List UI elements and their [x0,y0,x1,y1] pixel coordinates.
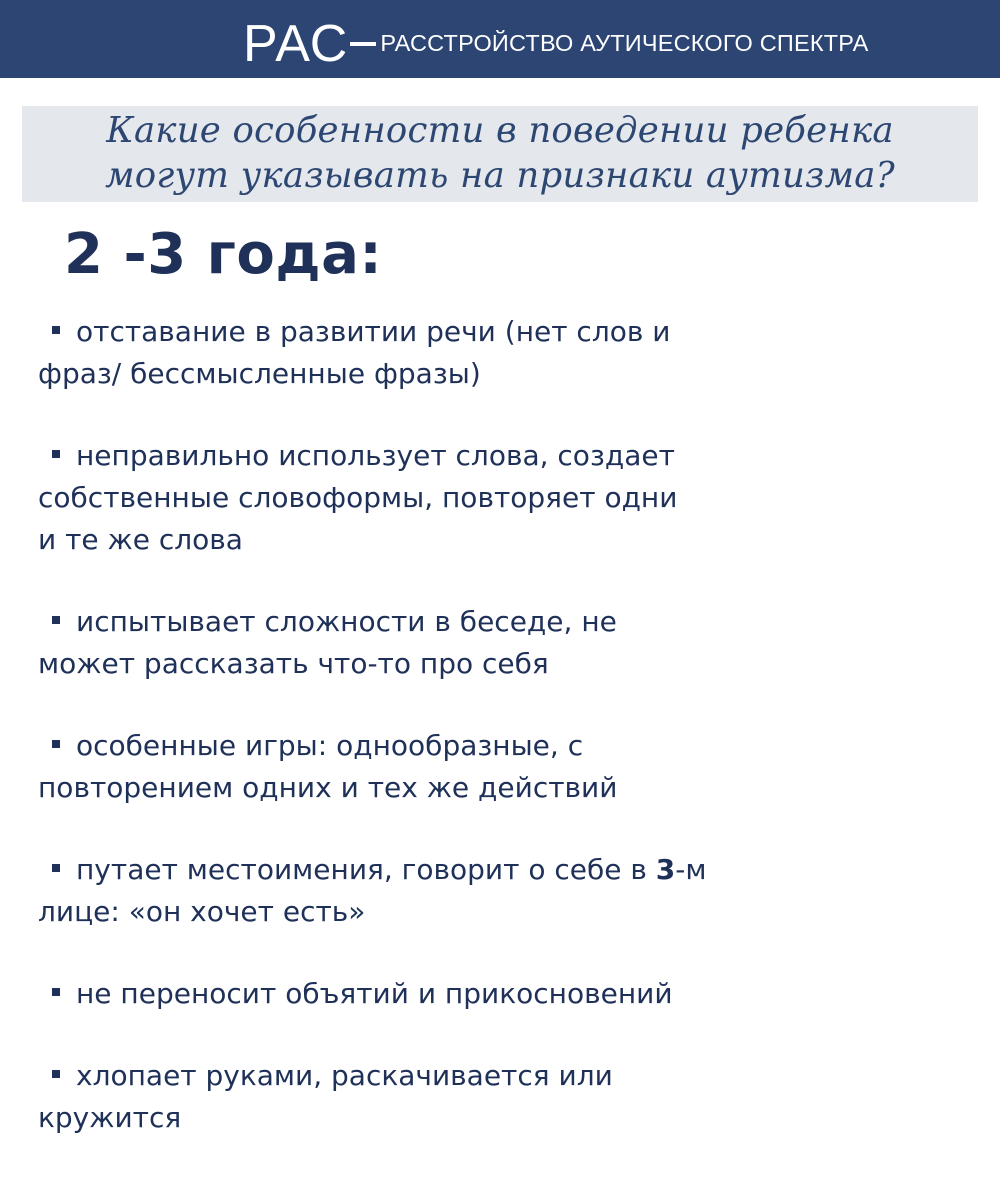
sign-text-line-1: отставание в развитии речи (нет слов и [76,315,671,348]
sign-text-line-2: кружится [38,1101,182,1134]
sign-text-line-1: особенные игры: однообразные, с [76,729,584,762]
sign-text-line-2: повторением одних и тех же действий [38,771,618,804]
square-bullet-icon [52,326,60,334]
sign-text-line-1-post: -м [675,853,707,886]
sign-item [38,601,758,685]
sign-text-line-1: не переносит объятий и прикосновений [76,977,673,1010]
question-line-1: Какие особенности в поведении ребенка [106,110,894,151]
square-bullet-icon [52,450,60,458]
top-banner [0,0,1000,78]
sign-text-line-2: фраз/ бессмысленные фразы) [38,357,481,390]
sign-item [38,973,758,1015]
sign-item [38,1055,758,1139]
square-bullet-icon [52,1070,60,1078]
square-bullet-icon [52,988,60,996]
age-heading: 2 -3 года: [64,222,383,287]
sign-text-line-2: собственные словоформы, повторяет одни [38,481,678,514]
sign-item [38,435,758,561]
banner-title [243,16,868,72]
question-line-2: могут указывать на признаки аутизма? [105,155,895,196]
sign-item [38,725,758,809]
sign-item [38,311,758,395]
question-box [22,106,978,202]
sign-item [38,849,758,933]
banner-dash [350,42,376,46]
banner-full-name: РАССТРОЙСТВО АУТИЧЕСКОГО СПЕКТРА [380,30,869,57]
sign-text-line-2: может рассказать что-то про себя [38,647,549,680]
sign-text-number: 3 [655,853,676,886]
sign-text-line-1: хлопает руками, раскачивается или [76,1059,613,1092]
square-bullet-icon [52,740,60,748]
question-text [22,106,978,198]
sign-text-line-1: испытывает сложности в беседе, не [76,605,617,638]
signs-list [38,311,758,1179]
square-bullet-icon [52,616,60,624]
sign-text-line-3: и те же слова [38,523,243,556]
sign-text-line-2: лице: «он хочет есть» [38,895,366,928]
banner-abbreviation: РАС [243,15,349,73]
sign-text-line-1-pre: путает местоимения, говорит о себе в [76,853,656,886]
square-bullet-icon [52,864,60,872]
sign-text-line-1: неправильно использует слова, создает [76,439,675,472]
